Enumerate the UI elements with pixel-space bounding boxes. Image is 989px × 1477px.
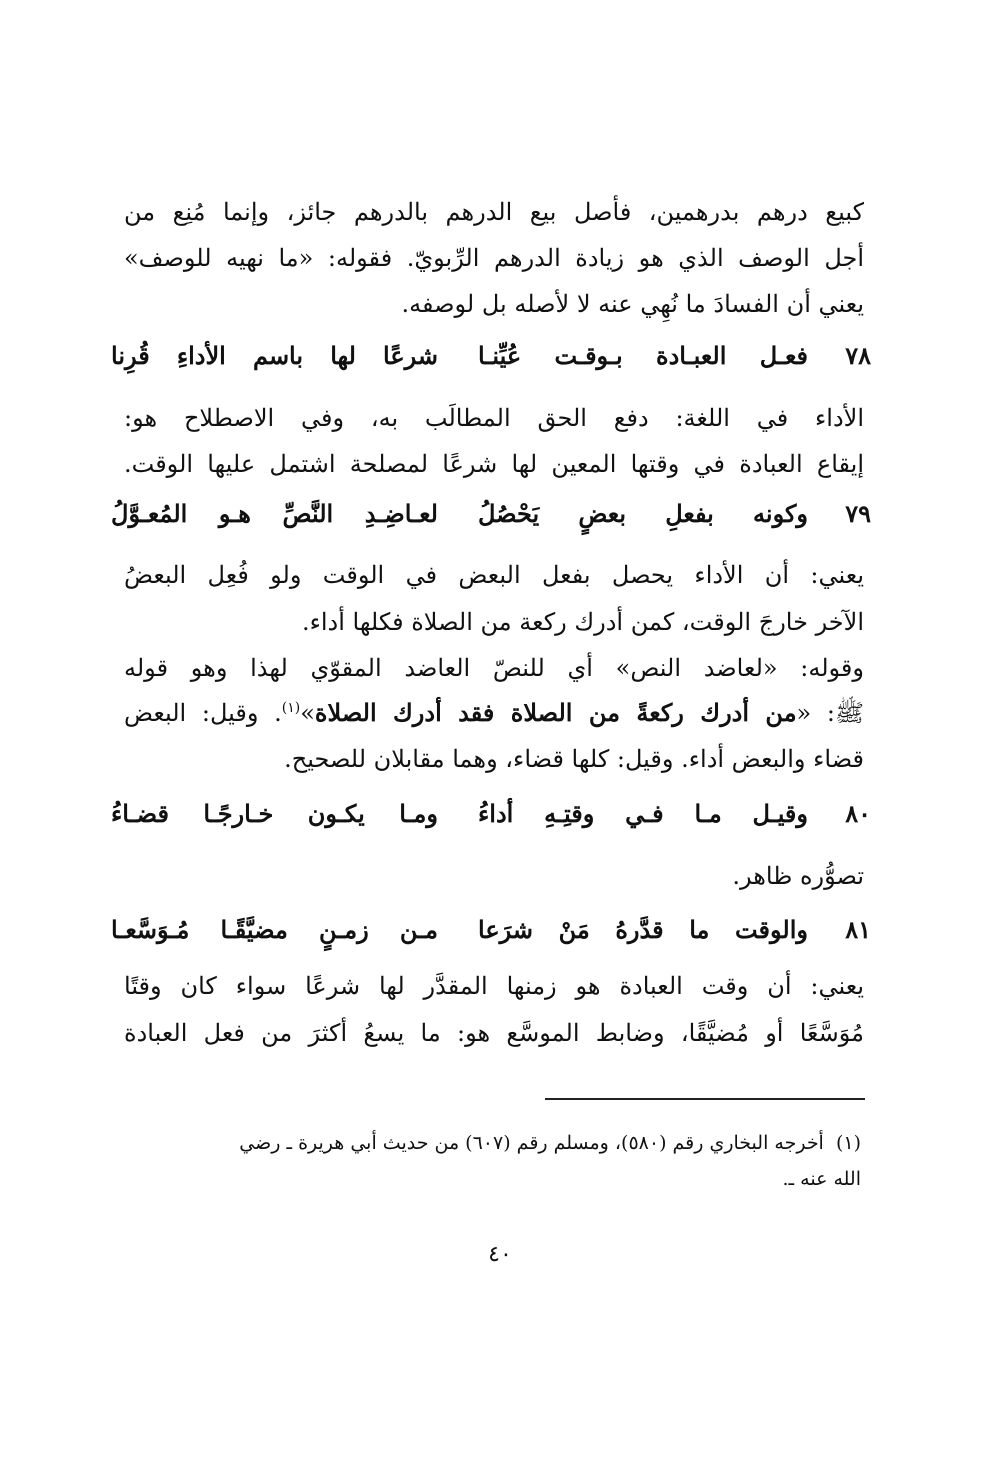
- footnote-line-2: الله عنه ـ.: [782, 1168, 861, 1190]
- verse-number: ٨١: [845, 915, 871, 944]
- text-line-4: الأداء في اللغة: دفع الحق المطالَب به، وفي الاصطلاح هو:: [124, 404, 864, 432]
- page-number: ٤٠: [488, 1242, 512, 1267]
- verse-hemistich-second: ومـا يكـون خـارجًـا قضـاءُ: [111, 799, 438, 828]
- text-line-5: إيقاع العبادة في وقتها المعين لها شرعًا لمصلحة اشتمل عليها الوقت.: [124, 450, 864, 478]
- verse-hemistich-first: وقيـل مـا فـي وقتِـهِ أداءُ: [478, 799, 808, 828]
- text-line-6: يعني: أن الأداء يحصل بفعل البعض في الوقت ولو فُعِل البعضُ: [124, 561, 864, 589]
- footnote-reference[interactable]: (١): [281, 700, 301, 716]
- salutation-prefix: ﷺ: «: [796, 699, 864, 727]
- verse-hemistich-second: لعـاضِـدِ النَّصِّ هـو المُعـوَّلُ: [111, 499, 438, 528]
- text-line-10: قضاء والبعض أداء. وقيل: كلها قضاء، وهما مقابلان للصحيح.: [284, 745, 864, 773]
- text-line-1: كبيع درهم بدرهمين، فأصل بيع الدرهم بالدرهم جائز، وإنما مُنِع من: [124, 198, 864, 226]
- footnote-separator: [545, 1098, 865, 1100]
- text-line-2: أجل الوصف الذي هو زيادة الدرهم الرِّبويّ. فقوله: «ما نهيه للوصف»: [124, 244, 864, 272]
- verse-78: [111, 334, 871, 378]
- footnote-marker: (١): [835, 1132, 861, 1154]
- quote-close: »: [300, 699, 315, 727]
- verse-number: ٧٨: [845, 341, 871, 370]
- footnote-line-1: [121, 1128, 861, 1158]
- footnote-text: أخرجه البخاري رقم (٥٨٠)، ومسلم رقم (٦٠٧) من حديث أبي هريرة ـ رضي: [239, 1132, 824, 1154]
- text-continuation: . وقيل: البعض: [124, 699, 282, 727]
- text-line-3: يعني أن الفسادَ ما نُهِي عنه لا لأصله بل لوصفه.: [401, 290, 864, 318]
- verse-number: ٧٩: [845, 499, 871, 528]
- text-line-7: الآخر خارجَ الوقت، كمن أدرك ركعة من الصلاة فكلها أداء.: [301, 608, 864, 636]
- hadith-quote: من أدرك ركعةً من الصلاة فقد أدرك الصلاة: [314, 698, 797, 727]
- text-line-13: مُوَسَّعًا أو مُضيَّقًا، وضابط الموسَّع هو: ما يسعُ أكثرَ من فعل العبادة: [124, 1019, 864, 1047]
- verse-80: [111, 792, 871, 836]
- verse-hemistich-first: والوقت ما قدَّرهُ مَنْ شرَعا: [478, 915, 808, 944]
- verse-hemistich-first: فعـل العبـادة بـوقـت عُيِّنـا: [478, 341, 808, 370]
- verse-hemistich-first: وكونه بفعلِ بعضٍ يَحْصُلُ: [478, 499, 808, 528]
- verse-79: [111, 492, 871, 536]
- verse-hemistich-second: شرعًا لها باسم الأداءِ قُرِنا: [111, 341, 438, 370]
- text-line-11: تصوُّره ظاهر.: [732, 862, 864, 890]
- verse-81: [111, 908, 871, 952]
- text-line-12: يعني: أن وقت العبادة هو زمنها المقدَّر لها شرعًا سواء كان وقتًا: [124, 972, 864, 1000]
- text-line-8: وقوله: «لعاضد النص» أي للنصّ العاضد المقوّي لهذا وهو قوله: [124, 654, 864, 682]
- text-line-9: [124, 693, 864, 733]
- verse-number: ٨٠: [845, 799, 871, 828]
- verse-hemistich-second: مـن زمـنٍ مضيَّقًـا مُـوَسَّعـا: [111, 915, 438, 944]
